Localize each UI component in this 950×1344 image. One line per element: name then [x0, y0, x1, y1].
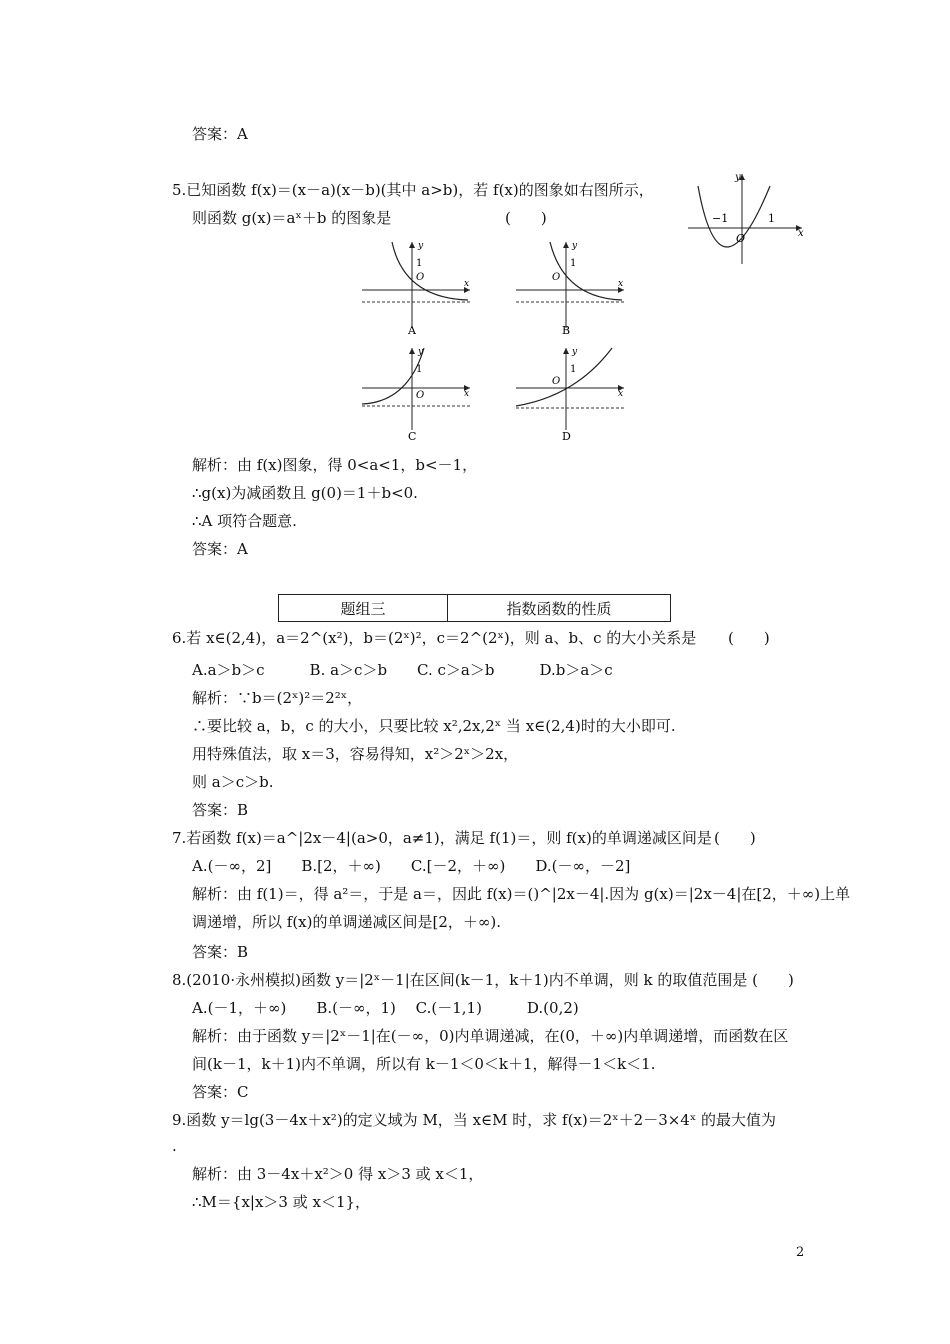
svg-text:1: 1 [570, 258, 577, 269]
svg-text:x: x [618, 279, 624, 289]
q8-solution-2: 间(k－1，k＋1)内不单调，所以有 k－1＜0＜k＋1，解得－1＜k＜1. [192, 1055, 656, 1073]
svg-text:x: x [618, 389, 624, 399]
q9-stem: 9.函数 y＝lg(3－4x＋x²)的定义域为 M，当 x∈M 时，求 f(x)＝2ˣ＋2－3×4ˣ 的最大值为 [172, 1111, 776, 1129]
origin-label: O [736, 232, 746, 245]
q5-answer: 答案：A [192, 540, 248, 558]
q9-solution-2: ∴M＝{x|x＞3 或 x＜1}， [192, 1193, 371, 1211]
x-axis-label: x [798, 228, 804, 239]
q9-solution-1: 解析：由 3－4x＋x²＞0 得 x＞3 或 x＜1， [192, 1165, 484, 1183]
q6-solution-2: ∴要比较 a，b，c 的大小，只要比较 x²,2x,2ˣ 当 x∈(2,4)时的大小即可. [192, 717, 676, 735]
q5-answer-paren: ( ) [505, 209, 547, 227]
neg-one-label: −1 [712, 212, 729, 225]
svg-text:1: 1 [416, 258, 423, 269]
q6-answer-paren: ( ) [728, 629, 770, 647]
svg-text:x: x [464, 279, 470, 289]
q9-stem-continuation: . [172, 1137, 177, 1155]
q6-solution-1: 解析：∵b＝(2ˣ)²＝2²ˣ， [192, 689, 363, 707]
group-topic-cell: 指数函数的性质 [448, 595, 671, 622]
svg-text:1: 1 [416, 364, 423, 375]
q7-answer-paren: ( ) [714, 829, 756, 847]
q6-stem: 6.若 x∈(2,4)，a＝2^(x²)，b＝(2ˣ)²，c＝2^(2ˣ)，则 a、b、c 的大小关系是 [172, 629, 697, 647]
option-d-graph [512, 344, 632, 444]
q5-stem-line1: 5.已知函数 f(x)＝(x－a)(x－b)(其中 a>b)，若 f(x)的图象如右图所示， [172, 181, 654, 199]
answer-line: 答案：A [192, 125, 248, 143]
q6-solution-3: 用特殊值法，取 x＝3，容易得知，x²＞2ˣ＞2x， [192, 745, 519, 763]
option-b-graph [512, 238, 632, 338]
q8-answer: 答案：C [192, 1083, 249, 1101]
q6-options: A.a＞b＞c B. a＞c＞b C. c＞a＞b D.b＞a＞c [192, 661, 613, 679]
group-table [278, 594, 671, 622]
q8-stem: 8.(2010·永州模拟)函数 y＝|2ˣ－1|在区间(k－1，k＋1)内不单调，则 k 的取值范围是 ( ) [172, 971, 794, 989]
group-name-cell: 题组三 [279, 595, 448, 622]
svg-text:y: y [418, 241, 424, 251]
svg-text:1: 1 [570, 364, 577, 375]
q7-stem: 7.若函数 f(x)＝a^|2x－4|(a>0，a≠1)，满足 f(1)＝，则 f(x)的单调递减区间是 [172, 829, 712, 847]
q6-solution-4: 则 a＞c＞b. [192, 773, 274, 791]
option-a-label: A [408, 324, 416, 337]
q6-answer: 答案：B [192, 801, 249, 819]
fx-reference-graph [680, 168, 810, 268]
q7-solution-1: 解析：由 f(1)＝，得 a²＝，于是 a＝，因此 f(x)＝()^|2x－4|.因为 g(x)＝|2x－4|在[2，＋∞)上单 [192, 885, 851, 903]
option-a-graph [358, 238, 478, 338]
svg-text:y: y [418, 347, 424, 357]
option-c-graph [358, 344, 478, 444]
one-label: 1 [768, 212, 775, 225]
q5-solution-3: ∴A 项符合题意. [192, 512, 297, 530]
svg-text:O: O [416, 272, 425, 283]
q7-solution-2: 调递增，所以 f(x)的单调递减区间是[2，＋∞). [192, 913, 501, 931]
y-axis-label: y [735, 172, 741, 183]
q5-solution-2: ∴g(x)为减函数且 g(0)＝1＋b<0. [192, 484, 418, 502]
q7-answer: 答案：B [192, 943, 249, 961]
page-number: 2 [796, 1245, 805, 1260]
svg-text:O: O [416, 390, 425, 401]
option-b-label: B [562, 324, 571, 337]
option-c-label: C [408, 430, 417, 443]
q5-solution-1: 解析：由 f(x)图象，得 0<a<1，b<－1， [192, 456, 478, 474]
svg-text:y: y [572, 241, 578, 251]
q7-options: A.(－∞，2] B.[2，＋∞) C.[－2，＋∞) D.(－∞，－2] [192, 857, 631, 875]
q5-stem-line2: 则函数 g(x)＝aˣ＋b 的图象是 [192, 209, 392, 227]
q8-solution-1: 解析：由于函数 y＝|2ˣ－1|在(－∞，0)内单调递减，在(0，＋∞)内单调递增，而函数在区 [192, 1027, 789, 1045]
svg-text:x: x [464, 389, 470, 399]
q8-options: A.(－1，＋∞) B.(－∞，1) C.(－1,1) D.(0,2) [192, 999, 579, 1017]
option-d-label: D [562, 430, 571, 443]
svg-text:O: O [552, 272, 561, 283]
svg-text:O: O [552, 376, 561, 387]
svg-text:y: y [572, 347, 578, 357]
